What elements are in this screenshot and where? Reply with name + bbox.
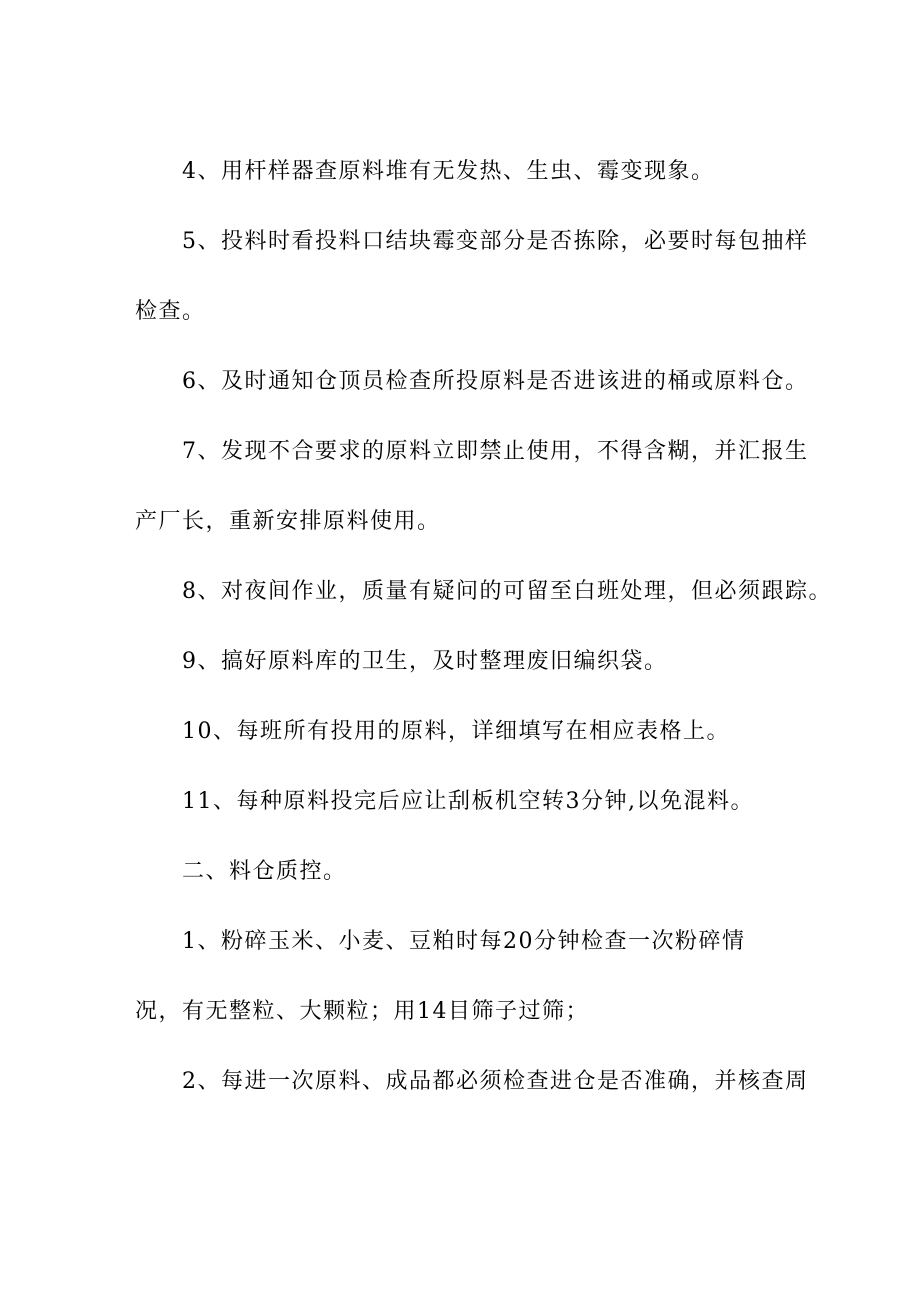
paragraph-line: 10、每班所有投用的原料，详细填写在相应表格上。 [182, 719, 730, 744]
paragraph-line: 1、粉碎玉米、小麦、豆粕时每20分钟检查一次粉碎情 [182, 929, 746, 954]
paragraph-line: 8、对夜间作业，质量有疑问的可留至白班处理，但必须跟踪。 [182, 579, 832, 604]
paragraph-line: 2、每进一次原料、成品都必须检查进仓是否准确，并核查周 [182, 1069, 809, 1094]
paragraph-line: 6、及时通知仓顶员检查所投原料是否进该进的桶或原料仓。 [182, 369, 809, 394]
paragraph-line: 4、用杆样器查原料堆有无发热、生虫、霉变现象。 [182, 159, 715, 184]
paragraph-line: 况，有无整粒、大颗粒；用14目筛子过筛； [135, 999, 589, 1024]
paragraph-line: 5、投料时看投料口结块霉变部分是否拣除，必要时每包抽样 [182, 229, 809, 254]
paragraph-line: 检查。 [135, 299, 206, 324]
paragraph-line: 9、搞好原料库的卫生，及时整理废旧编织袋。 [182, 649, 668, 674]
paragraph-line: 产厂长，重新安排原料使用。 [135, 509, 441, 534]
paragraph-line: 7、发现不合要求的原料立即禁止使用，不得含糊，并汇报生 [182, 439, 809, 464]
section-heading: 二、料仓质控。 [182, 859, 347, 884]
paragraph-line: 11、每种原料投完后应让刮板机空转3分钟,以免混料。 [182, 789, 754, 814]
